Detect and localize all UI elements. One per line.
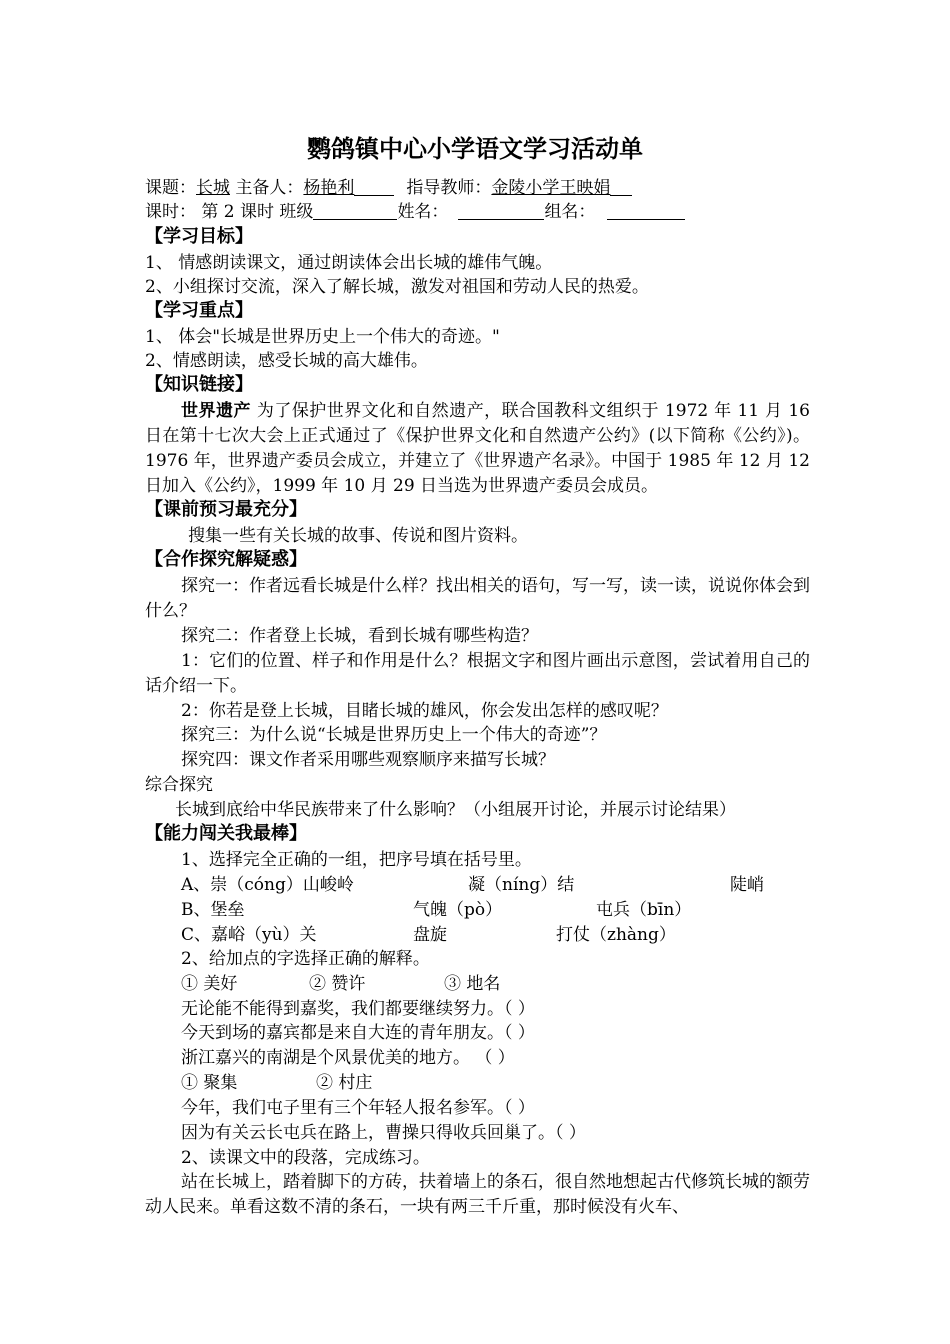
- knowledge-term: 世界遗产: [181, 401, 251, 421]
- focus-header: 【学习重点】: [145, 300, 253, 321]
- meaning-option-1: ① 美好: [181, 974, 238, 994]
- goal-item-1: 1、 情感朗读课文，通过朗读体会出长城的雄伟气魄。: [145, 253, 553, 273]
- period-text: 课时： 第 2 课时 班级: [145, 202, 314, 222]
- explore-q4: 探究四：课文作者采用哪些观察顺序来描写长城？: [181, 750, 555, 770]
- goal-item-2: 2、小组探讨交流，深入了解长城，激发对祖国和劳动人民的热爱。: [145, 277, 649, 297]
- sentence-3: 浙江嘉兴的南湖是个风景优美的地方。 （ ）: [181, 1048, 515, 1068]
- explore-q3: 探究三：为什么说“长城是世界历史上一个伟大的奇迹”？: [181, 725, 607, 745]
- topic-label: 课题：: [145, 178, 196, 198]
- teacher-value: 金陵小学王映娟: [491, 178, 611, 198]
- preparer-value: 杨艳利: [303, 178, 355, 198]
- preparer-underline: [354, 177, 394, 196]
- class-blank[interactable]: [313, 201, 397, 220]
- explore-q2a: 1：它们的位置、样子和作用是什么？根据文字和图片画出示意图，尝试着用自己的话介绍一下。: [145, 651, 810, 696]
- explore-q2: 探究二：作者登上长城，看到长城有哪些构造？: [181, 626, 538, 646]
- preparer-label: 主备人：: [230, 178, 304, 198]
- explore-header: 【合作探究解疑惑】: [145, 549, 307, 570]
- option-b-2: 气魄（pò）: [413, 900, 503, 920]
- name-label: 姓名：: [397, 202, 449, 222]
- meaning-option-2: ② 赞许: [309, 974, 366, 994]
- option-c-3: 打仗（zhàng）: [556, 925, 676, 945]
- exercise-2: 2、给加点的字选择正确的解释。: [181, 949, 430, 969]
- teacher-underline: [610, 177, 632, 196]
- reading-passage: 站在长城上，踏着脚下的方砖，扶着墙上的条石，很自然地想起古代修筑长城的额劳动人民来。单看这数不清的条石，一块有两三千斤重，那时候没有火车、: [145, 1172, 810, 1217]
- explore-q1: 探究一：作者远看长城是什么样？找出相关的语句，写一写，读一读，说说你体会到什么？: [145, 576, 810, 621]
- summary-label: 综合探究: [145, 775, 213, 795]
- class-info-line: [145, 200, 685, 224]
- sentence-5: 因为有关云长屯兵在路上，曹操只得收兵回巢了。（ ）: [181, 1123, 586, 1143]
- option-a-3: 陡峭: [730, 875, 764, 895]
- summary-text: 长城到底给中华民族带来了什么影响？（小组展开讨论，并展示讨论结果）: [175, 800, 736, 820]
- meaning-option-3: ③ 地名: [444, 974, 501, 994]
- group-blank[interactable]: [607, 201, 685, 220]
- preview-text: 搜集一些有关长城的故事、传说和图片资料。: [188, 526, 528, 546]
- knowledge-text: 为了保护世界文化和自然遗产，联合国教科文组织于 1972 年 11 月 16 日在第十七次大会上正式通过了《保护世界文化和自然遗产公约》(以下简称《公约》)。1976 年，世界遗产委员会成立，并建立了《世界遗产名录》。中国于 1985 年 12 月 12 日加入《公约》，1999 年 10 月 29 日当选为世界遗产委员会成员。: [145, 401, 811, 496]
- focus-item-2: 2、情感朗读，感受长城的高大雄伟。: [145, 351, 428, 371]
- sentence-2: 今天到场的嘉宾都是来自大连的青年朋友。（ ）: [181, 1023, 535, 1043]
- option-c-2: 盘旋: [413, 925, 447, 945]
- preview-header: 【课前预习最充分】: [145, 499, 307, 520]
- knowledge-paragraph: [145, 399, 810, 499]
- sentence-4: 今年，我们屯子里有三个年轻人报名参军。（ ）: [181, 1098, 535, 1118]
- exercise-1: 1、选择完全正确的一组，把序号填在括号里。: [181, 850, 532, 870]
- explore-q2b: 2：你若是登上长城，目睹长城的雄风，你会发出怎样的感叹呢？: [181, 701, 668, 721]
- focus-item-1: 1、 体会"长城是世界历史上一个伟大的奇迹。": [145, 327, 500, 347]
- knowledge-header: 【知识链接】: [145, 374, 253, 395]
- option-b-1: B、堡垒: [181, 900, 245, 920]
- meaning2-option-2: ② 村庄: [316, 1073, 373, 1093]
- ability-header: 【能力闯关我最棒】: [145, 823, 307, 844]
- option-c-1: C、嘉峪（yù）关: [181, 925, 317, 945]
- page-title: 鹦鸽镇中心小学语文学习活动单: [307, 135, 643, 163]
- group-label: 组名：: [544, 202, 596, 222]
- option-a-1: A、崇（cóng）山峻岭: [181, 875, 354, 895]
- teacher-label: 指导教师：: [406, 178, 492, 198]
- meaning2-option-1: ① 聚集: [181, 1073, 238, 1093]
- option-b-3: 屯兵（bīn）: [596, 900, 692, 920]
- option-a-2: 凝（níng）结: [468, 875, 575, 895]
- exercise-3: 2、读课文中的段落，完成练习。: [181, 1148, 430, 1168]
- sentence-1: 无论能不能得到嘉奖，我们都要继续努力。（ ）: [181, 999, 535, 1019]
- name-blank[interactable]: [458, 201, 544, 220]
- course-info-line: [145, 176, 632, 200]
- topic-value: 长城: [196, 178, 230, 198]
- goals-header: 【学习目标】: [145, 226, 253, 247]
